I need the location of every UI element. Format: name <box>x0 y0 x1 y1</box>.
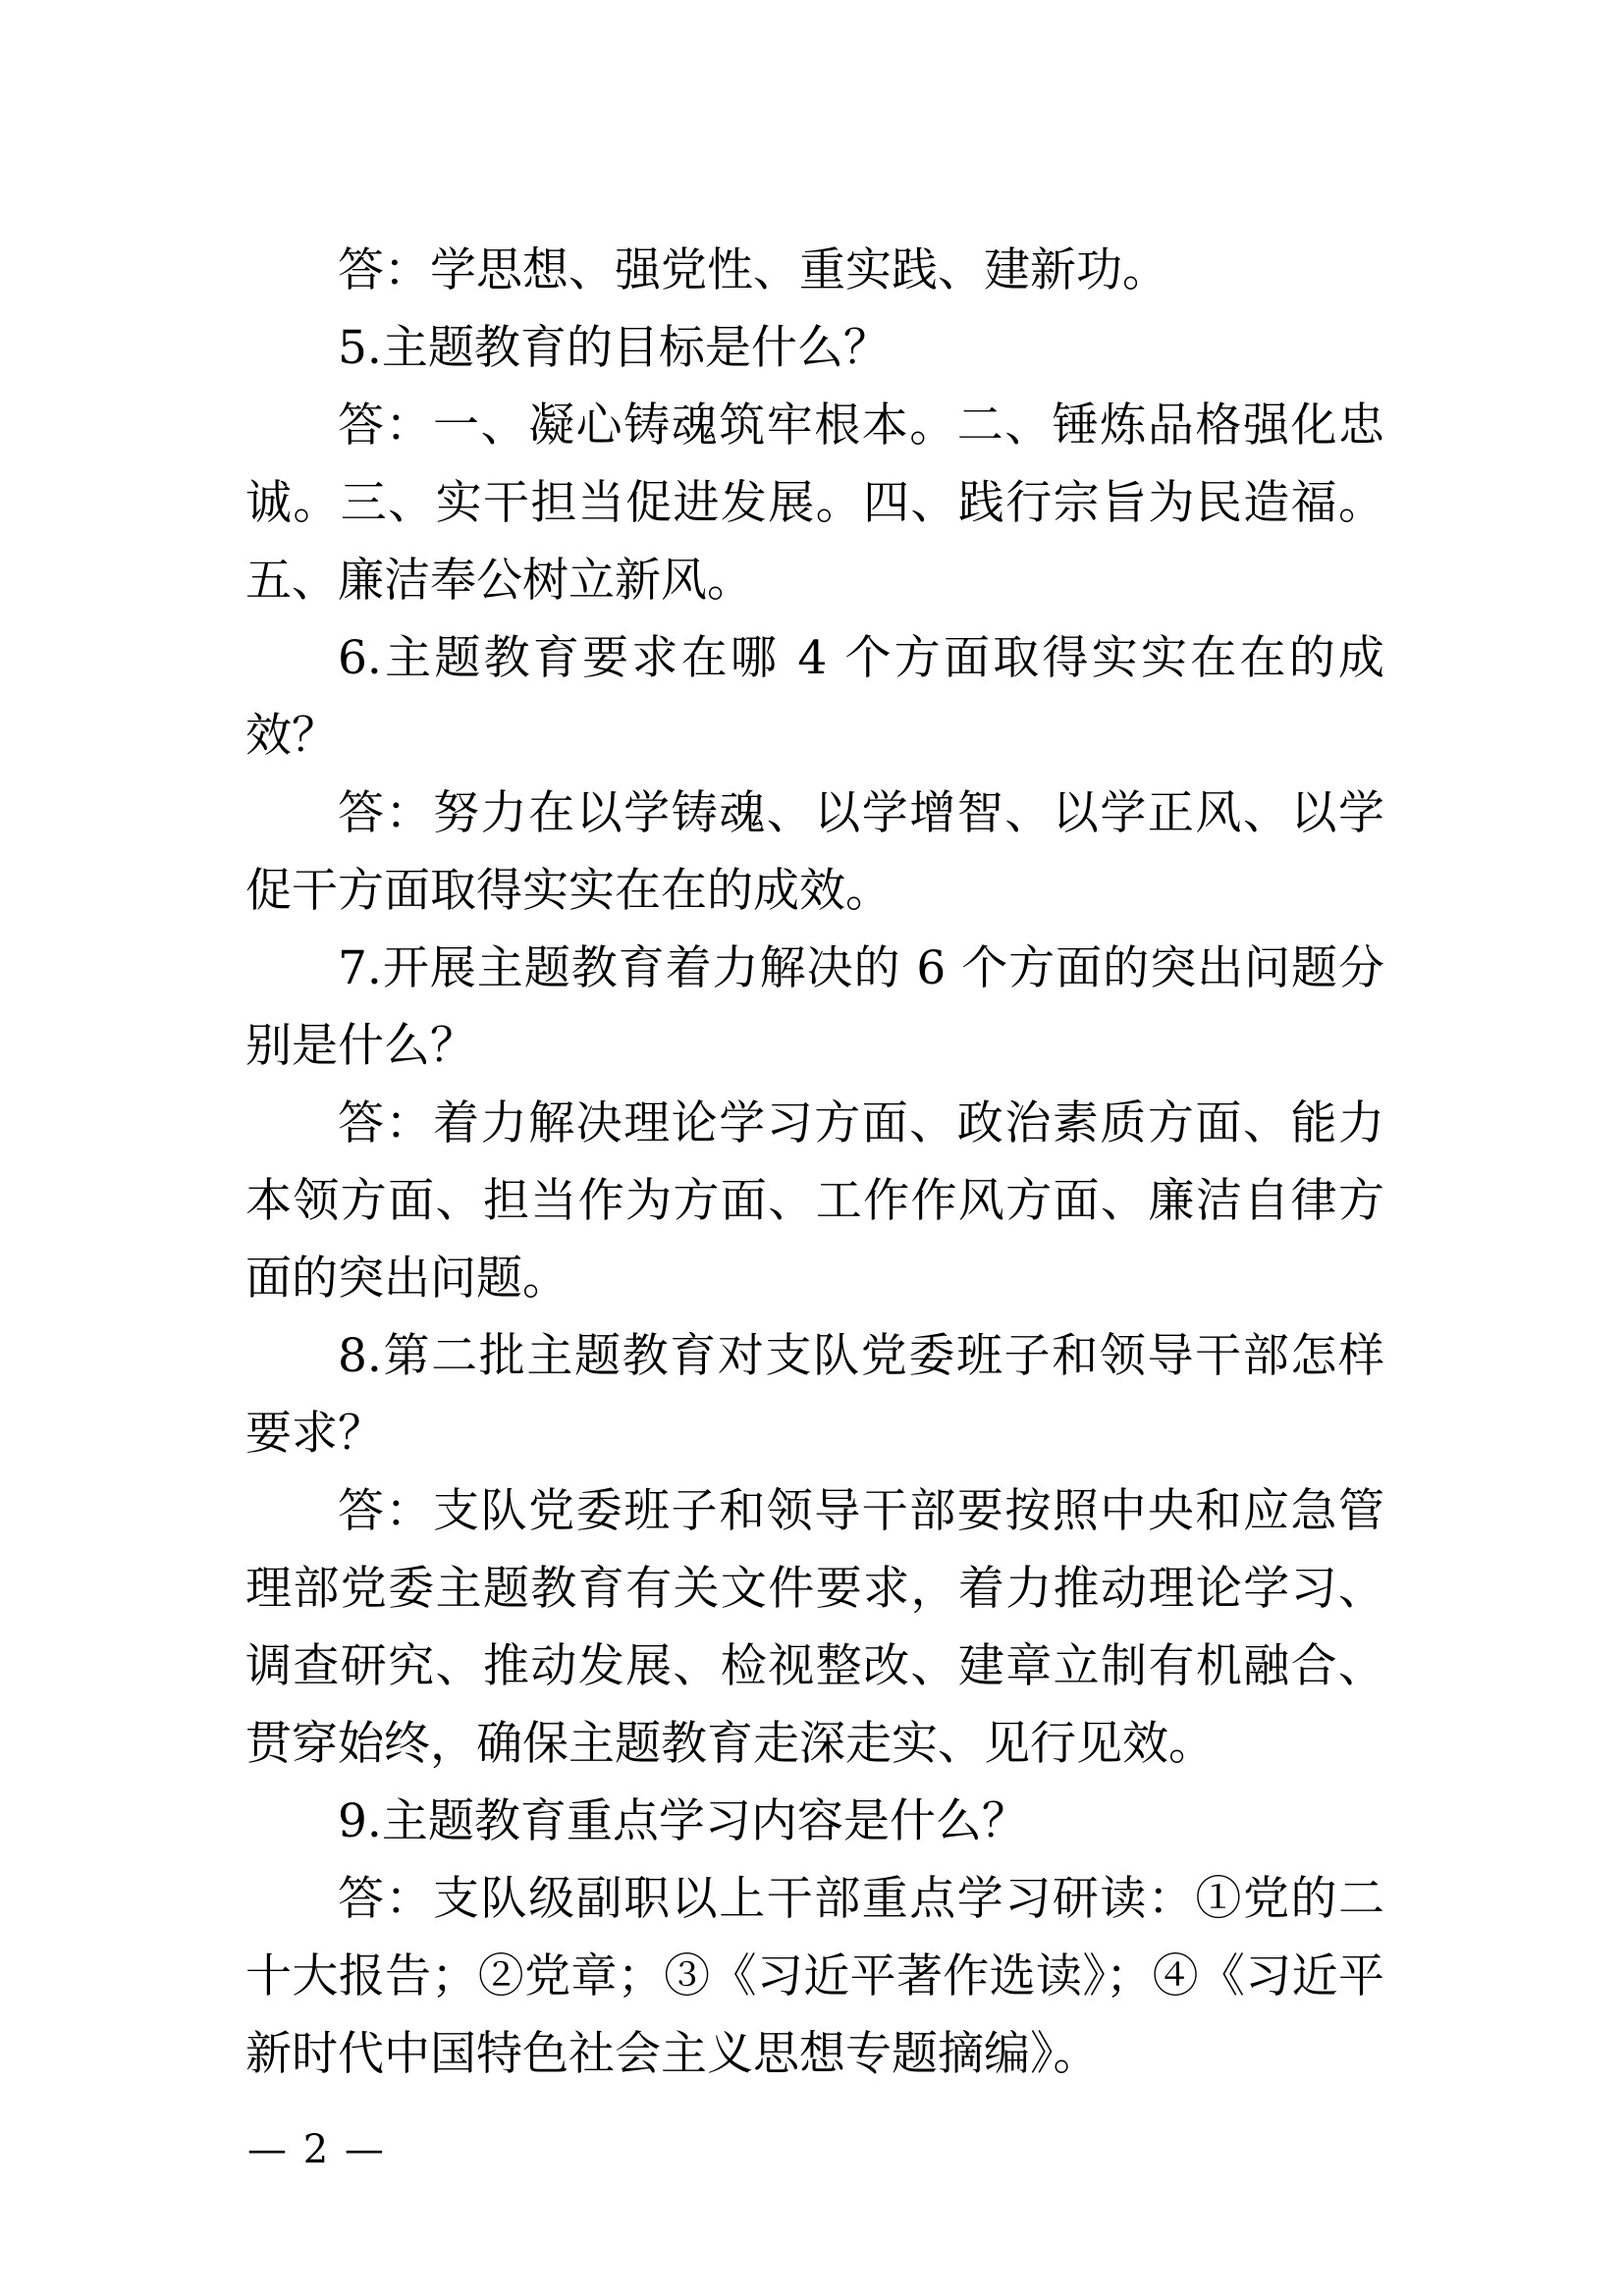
document-body <box>245 232 1384 2093</box>
question-7: 7.开展主题教育着力解决的 6 个方面的突出问题分别是什么？ <box>245 941 1384 1073</box>
answer-9: 答：支队级副职以上干部重点学习研读：①党的二十大报告；②党章；③《习近平著作选读》；④《习近平新时代中国特色社会主义思想专题摘编》。 <box>245 1872 1384 2081</box>
page-number: — 2 — <box>247 2127 386 2172</box>
question-8: 8.第二批主题教育对支队党委班子和领导干部怎样要求？ <box>245 1329 1384 1461</box>
answer-5: 答：一、凝心铸魂筑牢根本。二、锤炼品格强化忠诚。三、实干担当促进发展。四、践行宗旨为民造福。五、廉洁奉公树立新风。 <box>245 399 1384 608</box>
question-9: 9.主题教育重点学习内容是什么？ <box>338 1794 1028 1848</box>
question-6: 6.主题教育要求在哪 4 个方面取得实实在在的成效？ <box>245 631 1384 763</box>
answer-6: 答：努力在以学铸魂、以学增智、以学正风、以学促干方面取得实实在在的成效。 <box>245 786 1384 918</box>
answer-7: 答：着力解决理论学习方面、政治素质方面、能力本领方面、担当作为方面、工作作风方面、廉洁自律方面的突出问题。 <box>245 1096 1384 1306</box>
answer-8: 答：支队党委班子和领导干部要按照中央和应急管理部党委主题教育有关文件要求，着力推动理论学习、调查研究、推动发展、检视整改、建章立制有机融合、贯穿始终，确保主题教育走深走实、见行见效。 <box>245 1484 1384 1771</box>
answer-4: 答：学思想、强党性、重实践、建新功。 <box>338 243 1168 297</box>
question-5: 5.主题教育的目标是什么？ <box>338 321 890 375</box>
